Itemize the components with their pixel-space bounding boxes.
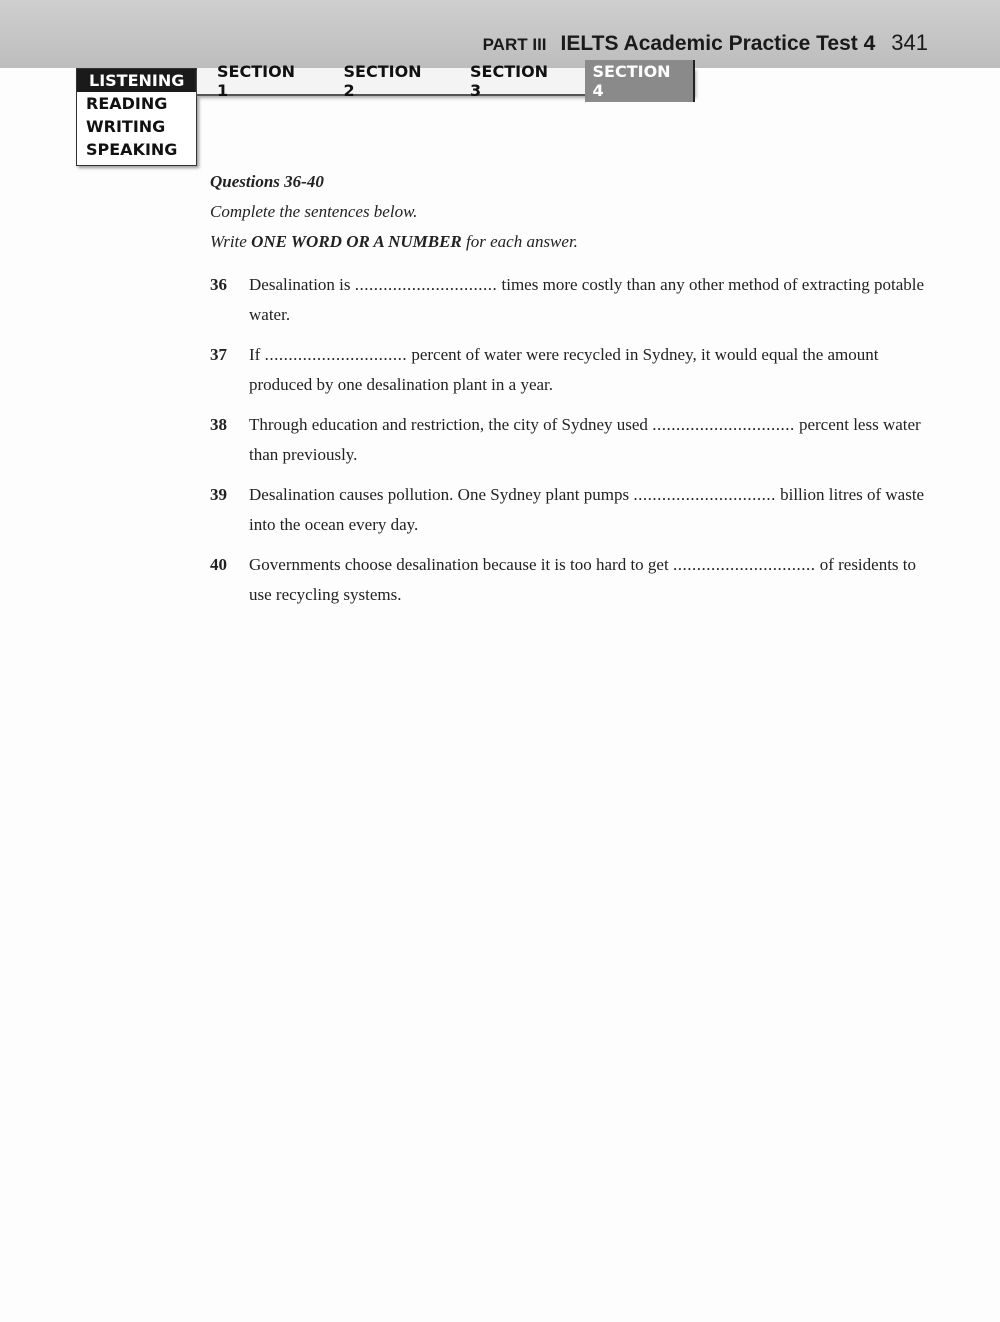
- question-text: [249, 480, 930, 540]
- question-text-before: Governments choose desalination because it is too hard to get: [249, 555, 669, 574]
- question-38: [210, 410, 930, 470]
- instruction-word-limit: ONE WORD OR A NUMBER: [251, 232, 462, 251]
- question-number: 37: [210, 345, 227, 364]
- answer-blank[interactable]: ..............................: [652, 415, 795, 434]
- question-text-after: times more costly than any other method of extracting potable water.: [249, 275, 925, 324]
- question-text: [249, 410, 930, 470]
- skill-menu: [76, 68, 197, 166]
- running-header: [483, 30, 928, 56]
- question-number: 38: [210, 415, 227, 434]
- answer-blank[interactable]: ..............................: [354, 275, 498, 294]
- instruction-write: [210, 232, 930, 252]
- question-40: [210, 550, 930, 610]
- questions-content: [210, 172, 930, 620]
- question-text-after: of residents to use recycling systems.: [249, 555, 917, 604]
- tab-section-3[interactable]: SECTION 3: [470, 62, 549, 100]
- question-37: [210, 340, 930, 400]
- question-list: [210, 270, 930, 610]
- questions-heading: Questions 36-40: [210, 172, 324, 191]
- instruction-complete: Complete the sentences below.: [210, 202, 418, 221]
- tab-section-4[interactable]: SECTION 4: [585, 60, 696, 102]
- question-36: [210, 270, 930, 330]
- answer-blank[interactable]: ..............................: [672, 555, 816, 574]
- question-text: [249, 270, 930, 330]
- question-text-before: Desalination is: [249, 275, 351, 294]
- instruction-write-suffix: for each answer.: [466, 232, 578, 251]
- tab-section-2[interactable]: SECTION 2: [343, 62, 422, 100]
- question-text-after: percent less water than previously.: [249, 415, 921, 464]
- skill-speaking[interactable]: SPEAKING: [86, 140, 178, 159]
- test-title: IELTS Academic Practice Test 4: [560, 32, 876, 55]
- question-text-after: percent of water were recycled in Sydney, it would equal the amount produced by one desalination plant in a year.: [249, 345, 879, 394]
- skill-writing[interactable]: WRITING: [86, 117, 166, 136]
- question-text-before: Through education and restriction, the city of Sydney used: [249, 415, 648, 434]
- page-number: 341: [891, 30, 928, 55]
- tab-section-1[interactable]: SECTION 1: [217, 62, 296, 100]
- answer-blank[interactable]: ..............................: [264, 345, 408, 364]
- header-band: [0, 0, 1000, 68]
- question-text: [249, 550, 930, 610]
- part-label: PART III: [482, 35, 547, 54]
- question-39: [210, 480, 930, 540]
- question-text-after: billion litres of waste into the ocean every day.: [249, 485, 925, 534]
- question-text-before: If: [249, 345, 261, 364]
- section-tabs: [197, 62, 695, 100]
- answer-blank[interactable]: ..............................: [633, 485, 776, 504]
- question-number: 40: [210, 555, 227, 574]
- skill-reading[interactable]: READING: [86, 94, 168, 113]
- instruction-write-prefix: Write: [210, 232, 247, 251]
- question-number: 39: [210, 485, 227, 504]
- question-text-before: Desalination causes pollution. One Sydney plant pumps: [249, 485, 630, 504]
- question-text: [249, 340, 930, 400]
- skill-listening[interactable]: LISTENING: [77, 69, 196, 92]
- question-number: 36: [210, 275, 227, 294]
